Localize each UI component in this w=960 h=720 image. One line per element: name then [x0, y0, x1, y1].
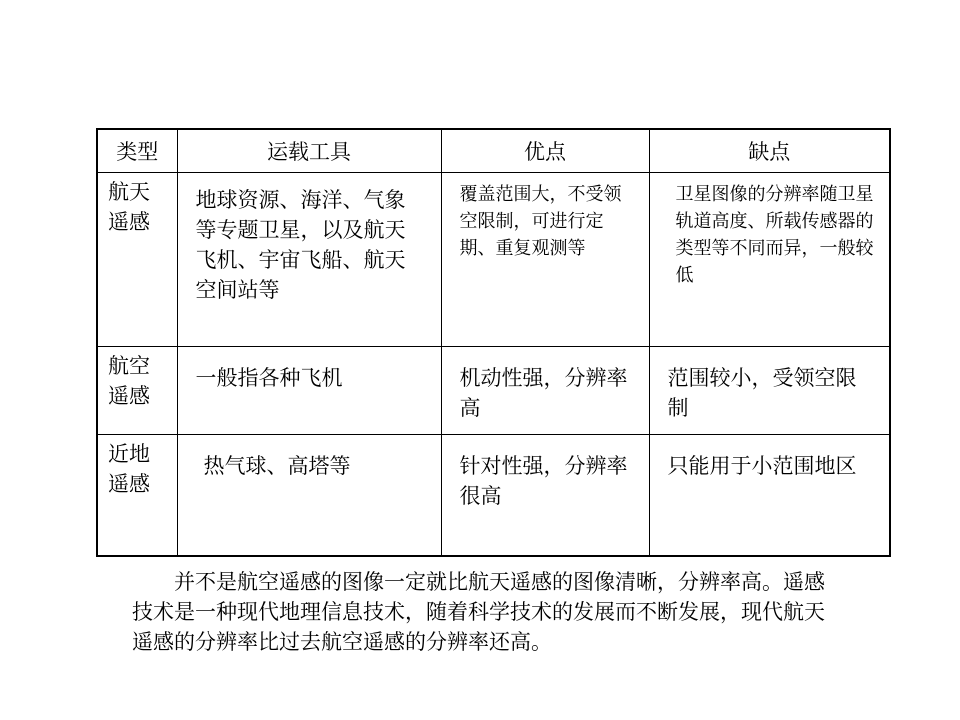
- cell-disadvantage: 范围较小，受领空限制: [667, 365, 857, 420]
- table-row-ground: [97, 434, 890, 556]
- header-vehicle: 运载工具: [177, 129, 441, 172]
- table-row-aerial: [97, 346, 890, 434]
- cell-vehicle: 一般指各种飞机: [195, 365, 343, 390]
- cell-advantage: 针对性强，分辨率很高: [459, 453, 628, 508]
- cell-advantage: 覆盖范围大，不受领空限制，可进行定期、重复观测等: [459, 183, 622, 259]
- explanatory-note: 并不是航空遥感的图像一定就比航天遥感的图像清晰，分辨率高。遥感技术是一种现代地理信息技术，随着科学技术的发展而不断发展，现代航天遥感的分辨率比过去航空遥感的分辨率还高。: [132, 570, 825, 654]
- table-header-row: [97, 129, 890, 172]
- cell-type: 航天遥感: [108, 179, 150, 234]
- remote-sensing-comparison-table: [96, 128, 891, 557]
- cell-vehicle: 热气球、高塔等: [203, 453, 351, 478]
- cell-vehicle: 地球资源、海洋、气象等专题卫星，以及航天飞机、宇宙飞船、航天空间站等: [195, 187, 406, 302]
- cell-advantage: 机动性强，分辨率高: [459, 365, 628, 420]
- cell-disadvantage: 卫星图像的分辨率随卫星轨道高度、所载传感器的类型等不同而异，一般较低: [675, 183, 874, 286]
- cell-disadvantage: 只能用于小范围地区: [667, 453, 857, 478]
- header-advantage: 优点: [441, 129, 649, 172]
- table-row-space: [97, 172, 890, 346]
- cell-type: 航空遥感: [108, 353, 150, 408]
- cell-type: 近地遥感: [108, 441, 150, 496]
- header-type: 类型: [97, 129, 177, 172]
- header-disadvantage: 缺点: [649, 129, 890, 172]
